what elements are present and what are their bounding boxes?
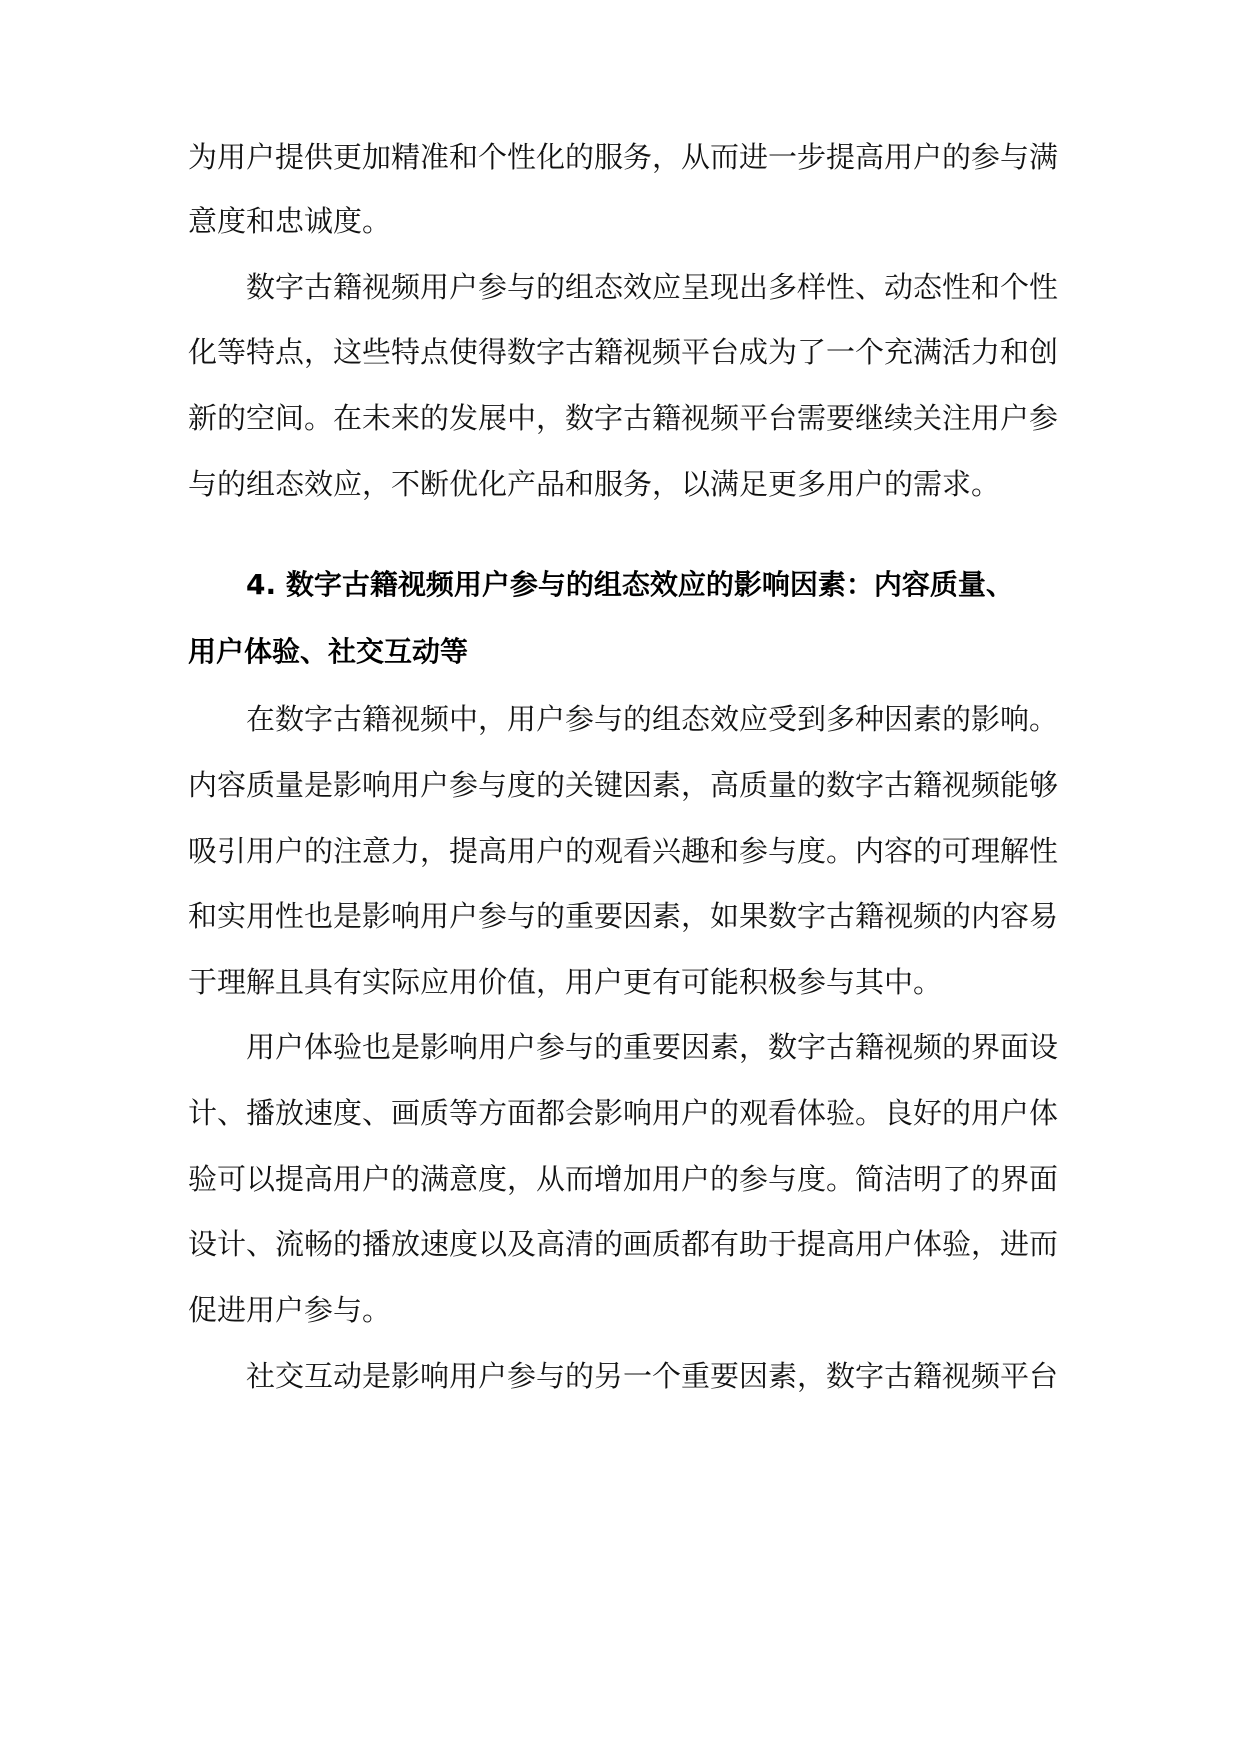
text-line: 吸引用户的注意力，提高用户的观看兴趣和参与度。内容的可理解性: [188, 834, 1059, 868]
text-line: 意度和忠诚度。: [188, 204, 392, 238]
section-heading: 用户体验、社交互动等: [188, 635, 469, 668]
text-line: 于理解且具有实际应用价值，用户更有可能积极参与其中。: [188, 965, 943, 999]
text-line: 为用户提供更加精准和个性化的服务，从而进一步提高用户的参与满: [188, 140, 1059, 174]
text-line: 化等特点，这些特点使得数字古籍视频平台成为了一个充满活力和创: [188, 335, 1059, 369]
text-line: 用户体验也是影响用户参与的重要因素，数字古籍视频的界面设: [246, 1030, 1059, 1064]
text-line: 社交互动是影响用户参与的另一个重要因素，数字古籍视频平台: [246, 1359, 1059, 1393]
text-line: 与的组态效应，不断优化产品和服务，以满足更多用户的需求。: [188, 467, 1001, 501]
text-line: 内容质量是影响用户参与度的关键因素，高质量的数字古籍视频能够: [188, 768, 1059, 802]
text-line: 数字古籍视频用户参与的组态效应呈现出多样性、动态性和个性: [246, 270, 1059, 304]
section-heading: 4. 数字古籍视频用户参与的组态效应的影响因素：内容质量、: [246, 568, 1014, 601]
text-line: 在数字古籍视频中，用户参与的组态效应受到多种因素的影响。: [246, 702, 1059, 736]
text-line: 和实用性也是影响用户参与的重要因素，如果数字古籍视频的内容易: [188, 899, 1059, 933]
text-line: 设计、流畅的播放速度以及高清的画质都有助于提高用户体验，进而: [188, 1227, 1059, 1261]
text-line: 计、播放速度、画质等方面都会影响用户的观看体验。良好的用户体: [188, 1096, 1059, 1130]
text-line: 验可以提高用户的满意度，从而增加用户的参与度。简洁明了的界面: [188, 1162, 1059, 1196]
text-line: 促进用户参与。: [188, 1293, 392, 1327]
text-line: 新的空间。在未来的发展中，数字古籍视频平台需要继续关注用户参: [188, 401, 1059, 435]
